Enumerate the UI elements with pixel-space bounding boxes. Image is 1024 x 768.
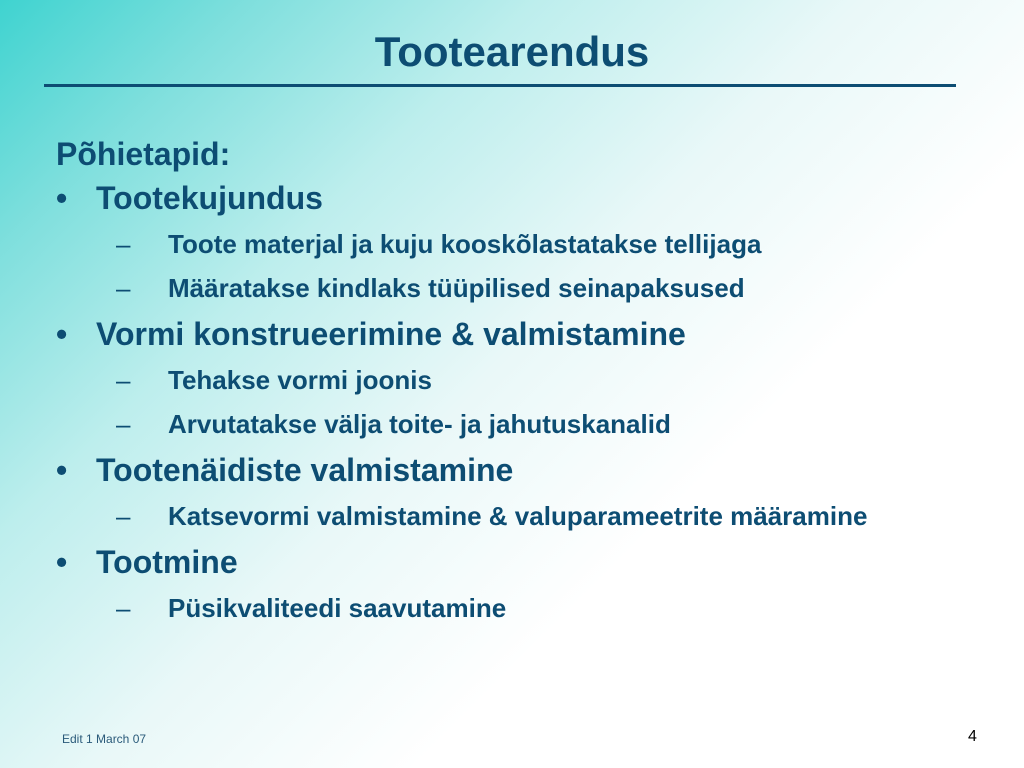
dash-marker: – (116, 501, 131, 531)
sub-item-label: Katsevormi valmistamine & valuparameetrite määramine (168, 501, 868, 531)
sub-list (56, 590, 976, 626)
sub-list (56, 362, 976, 442)
sub-item (56, 498, 976, 534)
bullet-item (56, 314, 976, 442)
sub-item-label: Määratakse kindlaks tüüpilised seinapaksused (168, 273, 745, 303)
dash-marker: – (116, 229, 131, 259)
sub-item-label: Tehakse vormi joonis (168, 365, 432, 395)
section-heading: Põhietapid: (56, 136, 231, 172)
bullet-label: Tootenäidiste valmistamine (96, 452, 514, 488)
sub-item (56, 362, 976, 398)
slide-body (56, 134, 976, 634)
sub-item (56, 406, 976, 442)
dash-marker: – (116, 409, 131, 439)
bullet-marker: • (56, 544, 68, 580)
bullet-item (56, 450, 976, 534)
bullet-marker: • (56, 452, 68, 488)
dash-marker: – (116, 365, 131, 395)
bullet-item (56, 178, 976, 306)
sub-list (56, 226, 976, 306)
bullet-label: Vormi konstrueerimine & valmistamine (96, 316, 686, 352)
slide-title: Tootearendus (374, 28, 650, 75)
dash-marker: – (116, 273, 131, 303)
bullet-label: Tootmine (96, 544, 238, 580)
sub-item-label: Arvutatakse välja toite- ja jahutuskanalid (168, 409, 671, 439)
bullet-label: Tootekujundus (96, 180, 323, 216)
bullet-marker: • (56, 316, 68, 352)
sub-item (56, 590, 976, 626)
sub-list (56, 498, 976, 534)
sub-item-label: Toote materjal ja kuju kooskõlastatakse tellijaga (168, 229, 762, 259)
sub-item (56, 226, 976, 262)
bullet-marker: • (56, 180, 68, 216)
sub-item-label: Püsikvaliteedi saavutamine (168, 593, 507, 623)
title-underline (44, 84, 956, 87)
footer-edit-date: Edit 1 March 07 (62, 732, 147, 746)
page-number: 4 (968, 728, 977, 745)
bullet-item (56, 542, 976, 626)
sub-item (56, 270, 976, 306)
dash-marker: – (116, 593, 131, 623)
